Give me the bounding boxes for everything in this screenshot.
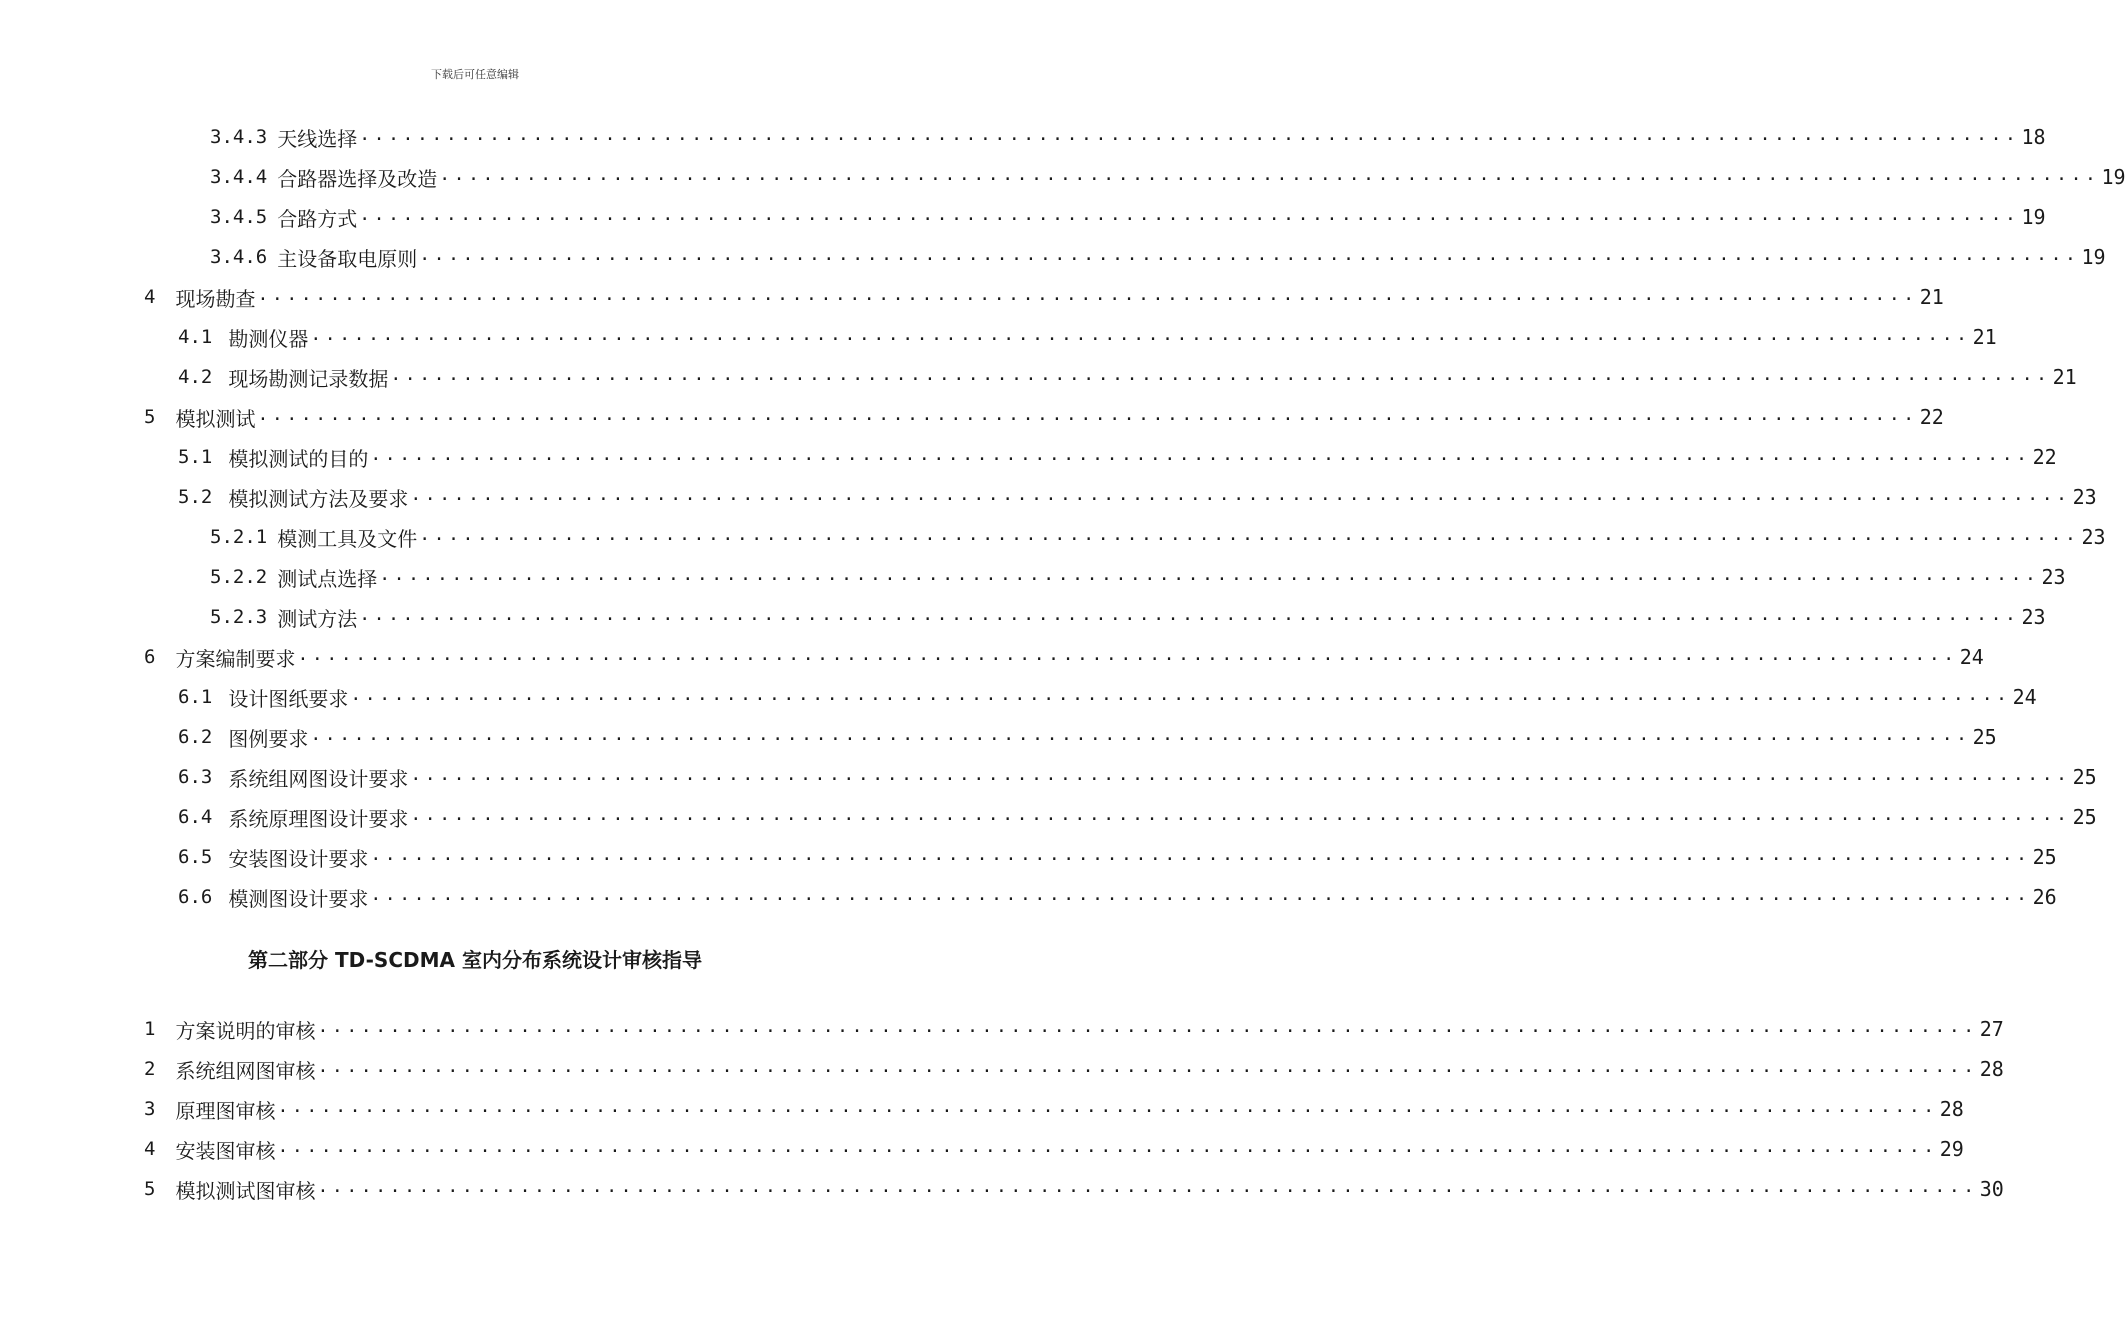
toc-page-number: 22 [2032,445,2057,469]
toc-page-number: 24 [2012,685,2037,709]
toc-leader: ................................................................................................................... [370,883,2031,905]
toc-page-number: 21 [1972,325,1997,349]
toc-leader: ................................................................................................................... [317,1055,1978,1077]
toc-leader: ................................................................................................................... [359,123,2020,145]
toc-page-number: 19 [2021,205,2046,229]
toc-number: 3.4.4 [210,166,268,188]
toc-number: 6.5 [178,846,213,868]
toc-entry[interactable] [210,237,2106,277]
toc-leader: ................................................................................................................... [350,683,2011,705]
toc-number: 5.2.3 [210,606,268,628]
toc-number: 5 [144,1178,156,1200]
toc-number: 4 [144,1138,156,1160]
toc-title: 方案编制要求 [175,646,296,671]
toc-title: 安装图设计要求 [228,846,369,871]
toc-number: 3.4.3 [210,126,268,148]
toc-entry[interactable] [210,517,2106,557]
toc-number: 4.2 [178,366,213,388]
toc-number: 6.4 [178,806,213,828]
toc-entry[interactable] [144,1169,2004,1209]
toc-title: 现场勘测记录数据 [228,366,389,391]
toc-entry[interactable] [144,1089,1964,1129]
toc-page-number: 23 [2081,525,2106,549]
toc-number: 6.6 [178,886,213,908]
toc-leader: ................................................................................................................... [410,483,2071,505]
toc-title: 天线选择 [277,126,358,151]
toc-number: 2 [144,1058,156,1080]
toc-title: 主设备取电原则 [277,246,418,271]
toc-entry[interactable] [210,557,2066,597]
page-header-note: 下载后可任意编辑 [431,68,519,81]
toc-page-number: 19 [2101,165,2126,189]
toc-leader: ................................................................................................................... [439,163,2100,185]
toc-title: 模拟测试的目的 [228,446,369,471]
toc-leader: ................................................................................................................... [277,1135,1938,1157]
toc-number: 6 [144,646,156,668]
toc-number: 4.1 [178,326,213,348]
toc-page-number: 25 [1972,725,1997,749]
toc-leader: ................................................................................................................... [277,1095,1938,1117]
toc-page-number: 18 [2021,125,2046,149]
toc-page-number: 25 [2072,805,2097,829]
toc-leader: ................................................................................................................... [297,643,1958,665]
toc-entry[interactable] [144,1129,1964,1169]
toc-page-number: 24 [1959,645,1984,669]
toc-entry[interactable] [144,637,1984,677]
toc-number: 5.2 [178,486,213,508]
toc-page-number: 21 [2052,365,2077,389]
toc-leader: ................................................................................................................... [310,723,1971,745]
part2-heading: 第二部分 TD-SCDMA 室内分布系统设计审核指导 [248,948,702,972]
toc-title: 图例要求 [228,726,309,751]
toc-title: 合路方式 [277,206,358,231]
toc-leader: ................................................................................................................... [390,363,2051,385]
toc-title: 方案说明的审核 [175,1018,316,1043]
toc-entry[interactable] [178,677,2037,717]
toc-number: 5.1 [178,446,213,468]
toc-leader: ................................................................................................................... [370,443,2031,465]
toc-number: 3.4.5 [210,206,268,228]
toc-title: 模拟测试 [175,406,256,431]
toc-number: 3 [144,1098,156,1120]
toc-title: 合路器选择及改造 [277,166,438,191]
toc-title: 现场勘查 [175,286,256,311]
toc-leader: ................................................................................................................... [310,323,1971,345]
toc-page-number: 23 [2041,565,2066,589]
toc-entry[interactable] [144,397,1944,437]
toc-entry[interactable] [144,277,1944,317]
toc-leader: ................................................................................................................... [379,563,2040,585]
toc-title: 系统原理图设计要求 [228,806,409,831]
toc-number: 1 [144,1018,156,1040]
toc-title: 测试方法 [277,606,358,631]
toc-leader: ................................................................................................................... [359,203,2020,225]
toc-number: 5 [144,406,156,428]
toc-entry[interactable] [210,117,2046,157]
toc-number: 6.3 [178,766,213,788]
toc-leader: ................................................................................................................... [359,603,2020,625]
toc-number: 6.1 [178,686,213,708]
toc-page-number: 26 [2032,885,2057,909]
toc-leader: ................................................................................................................... [419,243,2080,265]
toc-page-number: 27 [1979,1017,2004,1041]
toc-leader: ................................................................................................................... [410,803,2071,825]
toc-entry[interactable] [178,757,2097,797]
toc-entry[interactable] [210,197,2046,237]
toc-entry[interactable] [178,717,1997,757]
toc-entry[interactable] [178,797,2097,837]
toc-number: 5.2.2 [210,566,268,588]
toc-title: 原理图审核 [175,1098,276,1123]
toc-entry[interactable] [178,877,2057,917]
toc-page-number: 29 [1939,1137,1964,1161]
toc-entry[interactable] [178,437,2057,477]
toc-page-number: 21 [1919,285,1944,309]
toc-leader: ................................................................................................................... [419,523,2080,545]
toc-entry[interactable] [210,157,2126,197]
toc-title: 模测工具及文件 [277,526,418,551]
toc-page-number: 25 [2032,845,2057,869]
toc-page-number: 30 [1979,1177,2004,1201]
toc-leader: ................................................................................................................... [317,1015,1978,1037]
toc-leader: ................................................................................................................... [370,843,2031,865]
toc-leader: ................................................................................................................... [410,763,2071,785]
toc-title: 设计图纸要求 [228,686,349,711]
toc-entry[interactable] [144,1049,2004,1089]
toc-leader: ................................................................................................................... [317,1175,1978,1197]
toc-title: 系统组网图设计要求 [228,766,409,791]
toc-title: 安装图审核 [175,1138,276,1163]
toc-page-number: 22 [1919,405,1944,429]
toc-number: 5.2.1 [210,526,268,548]
toc-page-number: 28 [1979,1057,2004,1081]
toc-entry[interactable] [144,1009,2004,1049]
toc-entry[interactable] [178,317,1997,357]
toc-leader: ................................................................................................................... [257,403,1918,425]
toc-entry[interactable] [178,837,2057,877]
toc-entry[interactable] [178,477,2097,517]
toc-title: 模测图设计要求 [228,886,369,911]
toc-number: 4 [144,286,156,308]
toc-page-number: 19 [2081,245,2106,269]
toc-entry[interactable] [210,597,2046,637]
toc-page-number: 28 [1939,1097,1964,1121]
toc-page-number: 23 [2021,605,2046,629]
toc-title: 模拟测试方法及要求 [228,486,409,511]
toc-page-number: 23 [2072,485,2097,509]
toc-title: 勘测仪器 [228,326,309,351]
toc-number: 6.2 [178,726,213,748]
toc-title: 测试点选择 [277,566,378,591]
toc-page-number: 25 [2072,765,2097,789]
toc-entry[interactable] [178,357,2077,397]
toc-title: 系统组网图审核 [175,1058,316,1083]
toc-leader: ................................................................................................................... [257,283,1918,305]
toc-title: 模拟测试图审核 [175,1178,316,1203]
toc-number: 3.4.6 [210,246,268,268]
